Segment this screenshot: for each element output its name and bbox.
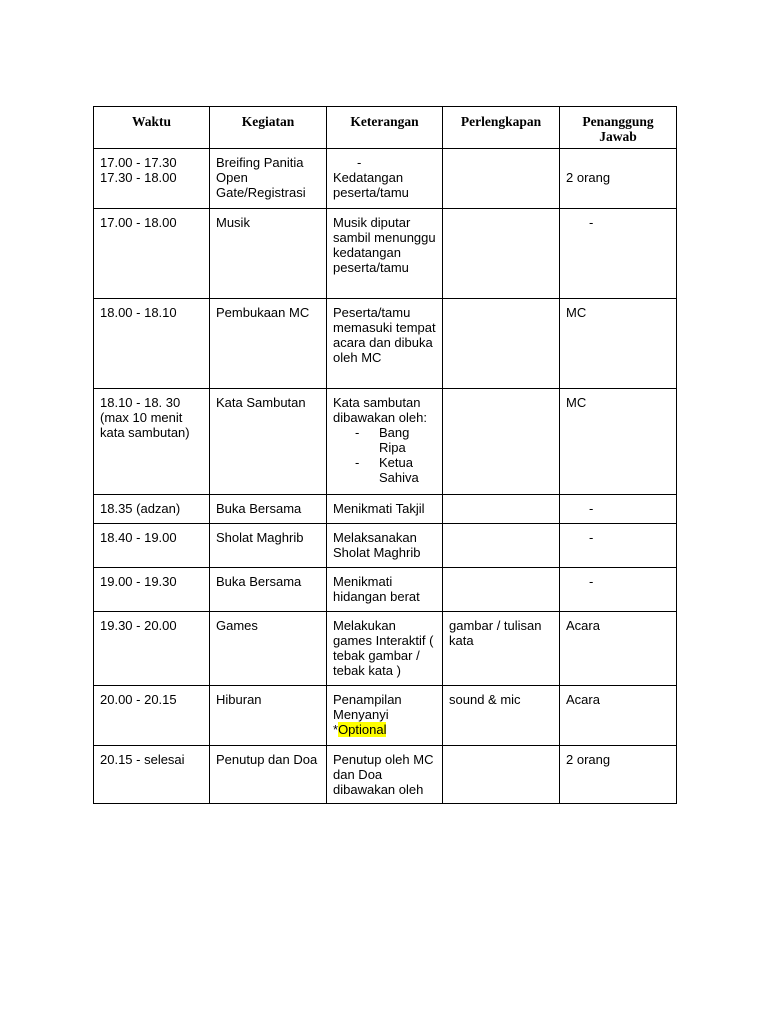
cell-waktu: 20.15 - selesai: [94, 746, 210, 804]
cell-perlengkapan: [443, 524, 560, 568]
cell-keterangan: [327, 389, 443, 495]
cell-penanggung-jawab: [560, 495, 677, 524]
bullet-dash: -: [355, 455, 360, 470]
cell-keterangan: [327, 149, 443, 209]
table-row: [94, 209, 677, 299]
cell-waktu: [94, 149, 210, 209]
cell-kegiatan: Hiburan: [210, 686, 327, 746]
cell-keterangan: Menikmati Takjil: [327, 495, 443, 524]
table-row: [94, 299, 677, 389]
cell-kegiatan: Buka Bersama: [210, 568, 327, 612]
list-item: [333, 425, 436, 455]
table-row: [94, 568, 677, 612]
table-row: [94, 495, 677, 524]
cell-waktu: 18.00 - 18.10: [94, 299, 210, 389]
table-row: [94, 746, 677, 804]
cell-penanggung-jawab: Acara: [560, 686, 677, 746]
keterangan-dash: -: [357, 155, 362, 170]
cell-perlengkapan: [443, 209, 560, 299]
pj-text: -: [589, 501, 594, 516]
table-row: [94, 612, 677, 686]
cell-penanggung-jawab: [560, 524, 677, 568]
bullet-list: [333, 425, 436, 485]
cell-perlengkapan: [443, 389, 560, 495]
cell-kegiatan: Pembukaan MC: [210, 299, 327, 389]
cell-kegiatan: Penutup dan Doa: [210, 746, 327, 804]
list-item: [333, 455, 436, 485]
cell-kegiatan: Musik: [210, 209, 327, 299]
cell-perlengkapan: gambar / tulisan kata: [443, 612, 560, 686]
cell-penanggung-jawab: MC: [560, 299, 677, 389]
cell-kegiatan: Buka Bersama: [210, 495, 327, 524]
keterangan-text: Kata sambutan dibawakan oleh:: [333, 395, 427, 425]
header-perlengkapan: Perlengkapan: [443, 107, 560, 149]
cell-keterangan: Peserta/tamu memasuki tempat acara dan dibuka oleh MC: [327, 299, 443, 389]
header-penanggung-jawab: Penanggung Jawab: [560, 107, 677, 149]
cell-perlengkapan: sound & mic: [443, 686, 560, 746]
cell-waktu: 18.40 - 19.00: [94, 524, 210, 568]
schedule-table: [93, 106, 677, 804]
waktu-line: 17.00 - 17.30: [100, 155, 177, 170]
header-kegiatan: Kegiatan: [210, 107, 327, 149]
list-item-text: Bang Ripa: [379, 425, 410, 455]
table-row: [94, 389, 677, 495]
cell-perlengkapan: [443, 746, 560, 804]
cell-keterangan: Melaksanakan Sholat Maghrib: [327, 524, 443, 568]
cell-keterangan: [327, 686, 443, 746]
cell-kegiatan: Breifing Panitia Open Gate/Registrasi: [210, 149, 327, 209]
optional-highlight: Optional: [338, 722, 387, 737]
cell-kegiatan: Games: [210, 612, 327, 686]
pj-text: -: [589, 574, 594, 589]
cell-perlengkapan: [443, 149, 560, 209]
cell-penanggung-jawab: Acara: [560, 612, 677, 686]
waktu-line: 17.30 - 18.00: [100, 170, 177, 185]
table-row: [94, 686, 677, 746]
list-item-text: Ketua Sahiva: [379, 455, 419, 485]
pj-text: 2 orang: [566, 170, 611, 185]
cell-penanggung-jawab: [560, 568, 677, 612]
keterangan-text: Penampilan Menyanyi: [333, 692, 406, 722]
cell-keterangan: Menikmati hidangan berat: [327, 568, 443, 612]
keterangan-text: Kedatangan peserta/tamu: [333, 170, 409, 200]
cell-perlengkapan: [443, 568, 560, 612]
cell-waktu: 19.00 - 19.30: [94, 568, 210, 612]
cell-perlengkapan: [443, 299, 560, 389]
table-row: [94, 149, 677, 209]
cell-penanggung-jawab: [560, 209, 677, 299]
pj-text: -: [589, 530, 594, 545]
bullet-dash: -: [355, 425, 360, 440]
cell-penanggung-jawab: [560, 149, 677, 209]
cell-kegiatan: Sholat Maghrib: [210, 524, 327, 568]
cell-waktu: 17.00 - 18.00: [94, 209, 210, 299]
cell-waktu: 18.35 (adzan): [94, 495, 210, 524]
header-keterangan: Keterangan: [327, 107, 443, 149]
optional-prefix: *: [333, 722, 339, 737]
cell-waktu: 18.10 - 18. 30 (max 10 menit kata sambutan): [94, 389, 210, 495]
header-waktu: Waktu: [94, 107, 210, 149]
cell-perlengkapan: [443, 495, 560, 524]
cell-keterangan: Penutup oleh MC dan Doa dibawakan oleh: [327, 746, 443, 804]
cell-keterangan: Melakukan games Interaktif ( tebak gambar / tebak kata ): [327, 612, 443, 686]
cell-penanggung-jawab: 2 orang: [560, 746, 677, 804]
cell-waktu: 20.00 - 20.15: [94, 686, 210, 746]
cell-keterangan: Musik diputar sambil menunggu kedatangan peserta/tamu: [327, 209, 443, 299]
pj-text: -: [589, 215, 594, 230]
cell-penanggung-jawab: MC: [560, 389, 677, 495]
cell-kegiatan: Kata Sambutan: [210, 389, 327, 495]
cell-waktu: 19.30 - 20.00: [94, 612, 210, 686]
table-row: [94, 524, 677, 568]
table-header-row: [94, 107, 677, 149]
